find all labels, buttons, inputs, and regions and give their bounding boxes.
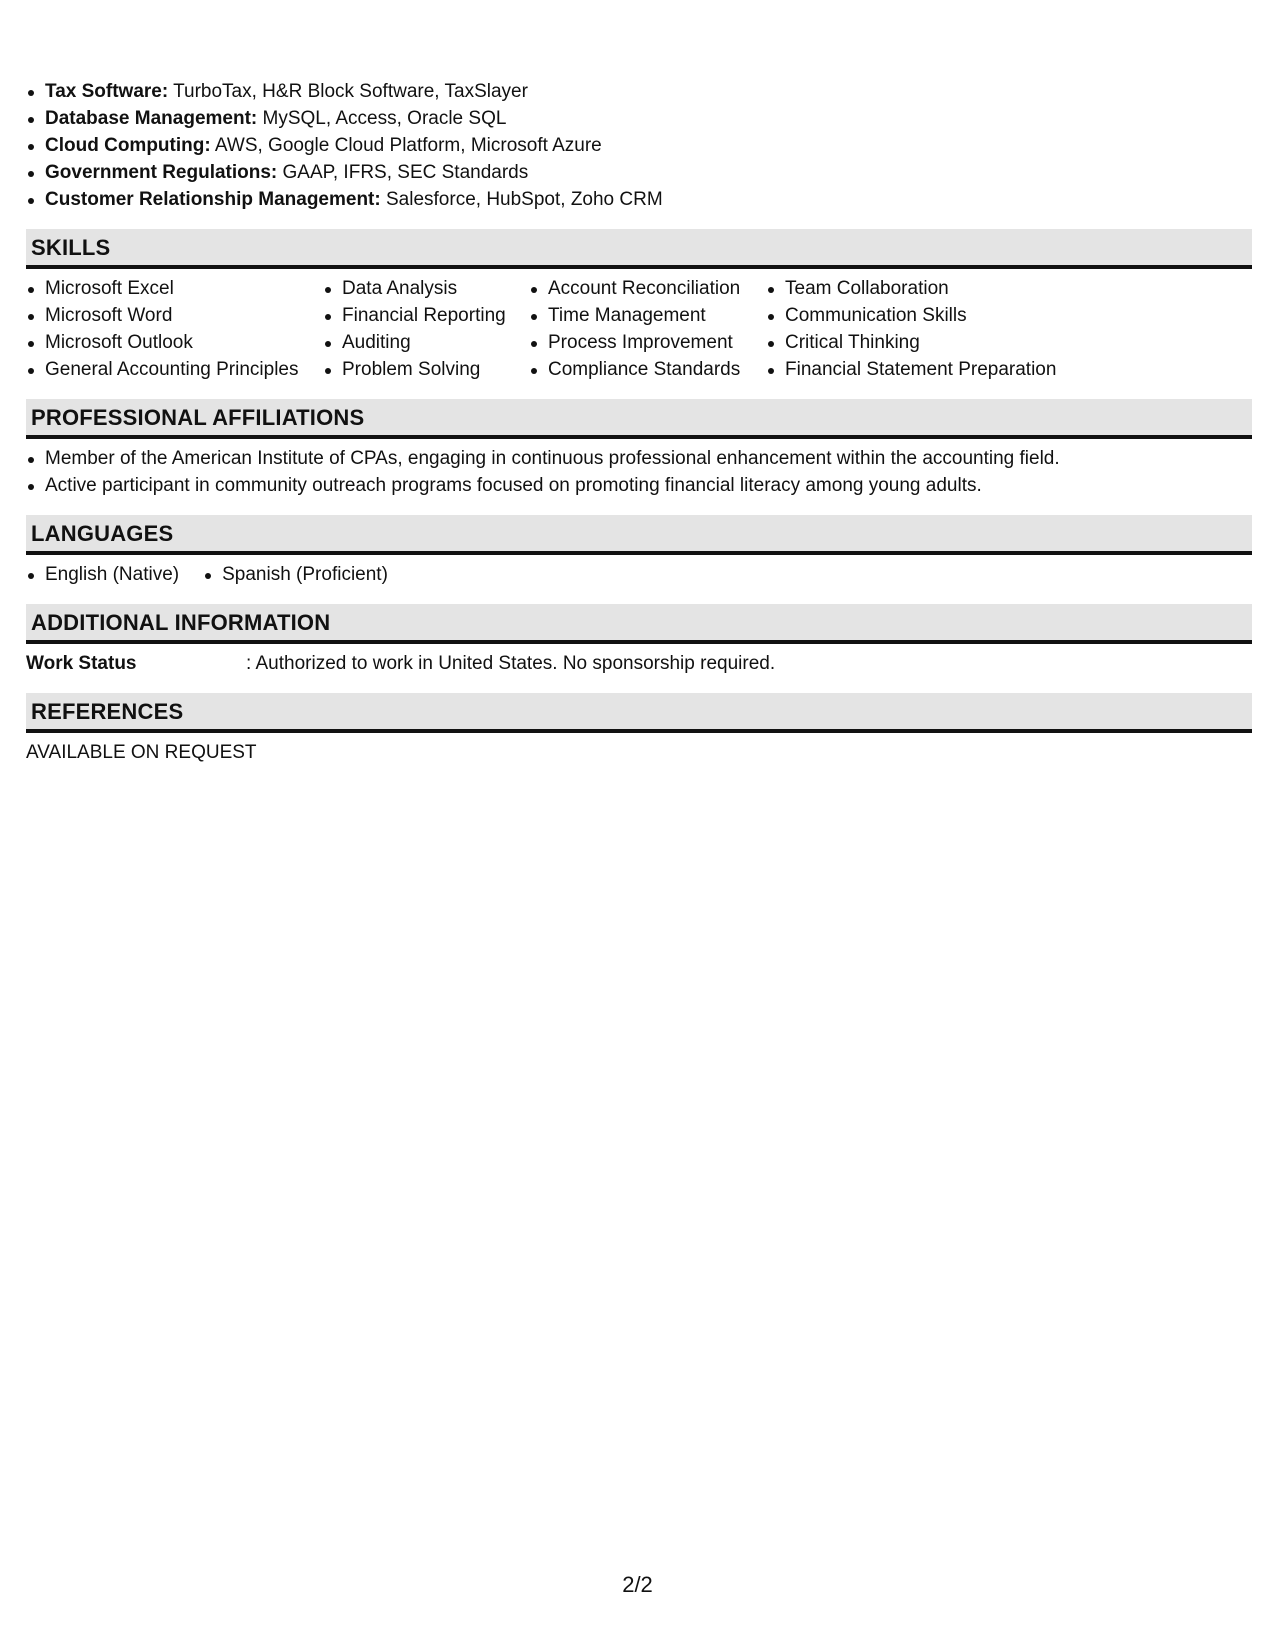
additional-info-section [26,604,1252,677]
references-section [26,693,1252,766]
skill-item: Microsoft Excel [26,275,323,302]
skill-item: Microsoft Word [26,302,323,329]
tool-category-label: Tax Software: [45,81,169,102]
list-item [26,159,1252,186]
tool-category-value: TurboTax, H&R Block Software, TaxSlayer [168,81,528,102]
language-item: Spanish (Proficient) [203,561,388,588]
work-status-row [26,644,1252,677]
skills-column [529,275,766,383]
section-title-references: REFERENCES [26,693,1252,733]
affiliations-section [26,399,1252,499]
list-item [26,78,1252,105]
skills-grid [26,269,1252,383]
skill-item: Team Collaboration [766,275,1086,302]
work-status-value: : Authorized to work in United States. No sponsorship required. [246,653,776,674]
tool-category-value: GAAP, IFRS, SEC Standards [277,162,529,183]
tool-category-value: Salesforce, HubSpot, Zoho CRM [380,189,663,210]
list-item [26,132,1252,159]
skills-column [766,275,1086,383]
page-number: 2/2 [622,1572,653,1597]
affiliation-item: Member of the American Institute of CPAs, engaging in continuous professional enhancement within the accounting field. [26,445,1252,472]
skill-item: Microsoft Outlook [26,329,323,356]
skill-item: Financial Statement Preparation [766,356,1086,383]
skill-item: Problem Solving [323,356,529,383]
skill-item: Communication Skills [766,302,1086,329]
skill-item: Time Management [529,302,766,329]
tool-category-label: Government Regulations: [45,162,278,183]
tool-category-value: AWS, Google Cloud Platform, Microsoft Azure [210,135,602,156]
tool-category-label: Customer Relationship Management: [45,189,381,210]
languages-section [26,515,1252,588]
technical-tools-list [26,78,1252,213]
skill-item: Process Improvement [529,329,766,356]
languages-list [26,561,412,588]
skill-item: Financial Reporting [323,302,529,329]
resume-page [26,78,1252,766]
affiliation-item: Active participant in community outreach programs focused on promoting financial literacy among young adults. [26,472,1252,499]
tool-category-value: MySQL, Access, Oracle SQL [257,108,507,129]
affiliations-list [26,445,1252,499]
tool-category-label: Cloud Computing: [45,135,211,156]
skill-item: General Accounting Principles [26,356,323,383]
work-status-label: Work Status [26,653,137,674]
section-title-additional-info: ADDITIONAL INFORMATION [26,604,1252,644]
references-text: AVAILABLE ON REQUEST [26,742,257,763]
skills-section [26,229,1252,383]
skill-item: Data Analysis [323,275,529,302]
tool-category-label: Database Management: [45,108,258,129]
languages-body [26,555,1252,588]
language-item: English (Native) [26,561,179,588]
affiliations-body [26,439,1252,499]
skills-column [323,275,529,383]
section-title-languages: LANGUAGES [26,515,1252,555]
skill-item: Compliance Standards [529,356,766,383]
list-item [26,105,1252,132]
skills-column [26,275,323,383]
list-item [26,186,1252,213]
section-title-skills: SKILLS [26,229,1252,269]
skill-item: Auditing [323,329,529,356]
skill-item: Account Reconciliation [529,275,766,302]
skill-item: Critical Thinking [766,329,1086,356]
section-title-affiliations: PROFESSIONAL AFFILIATIONS [26,399,1252,439]
